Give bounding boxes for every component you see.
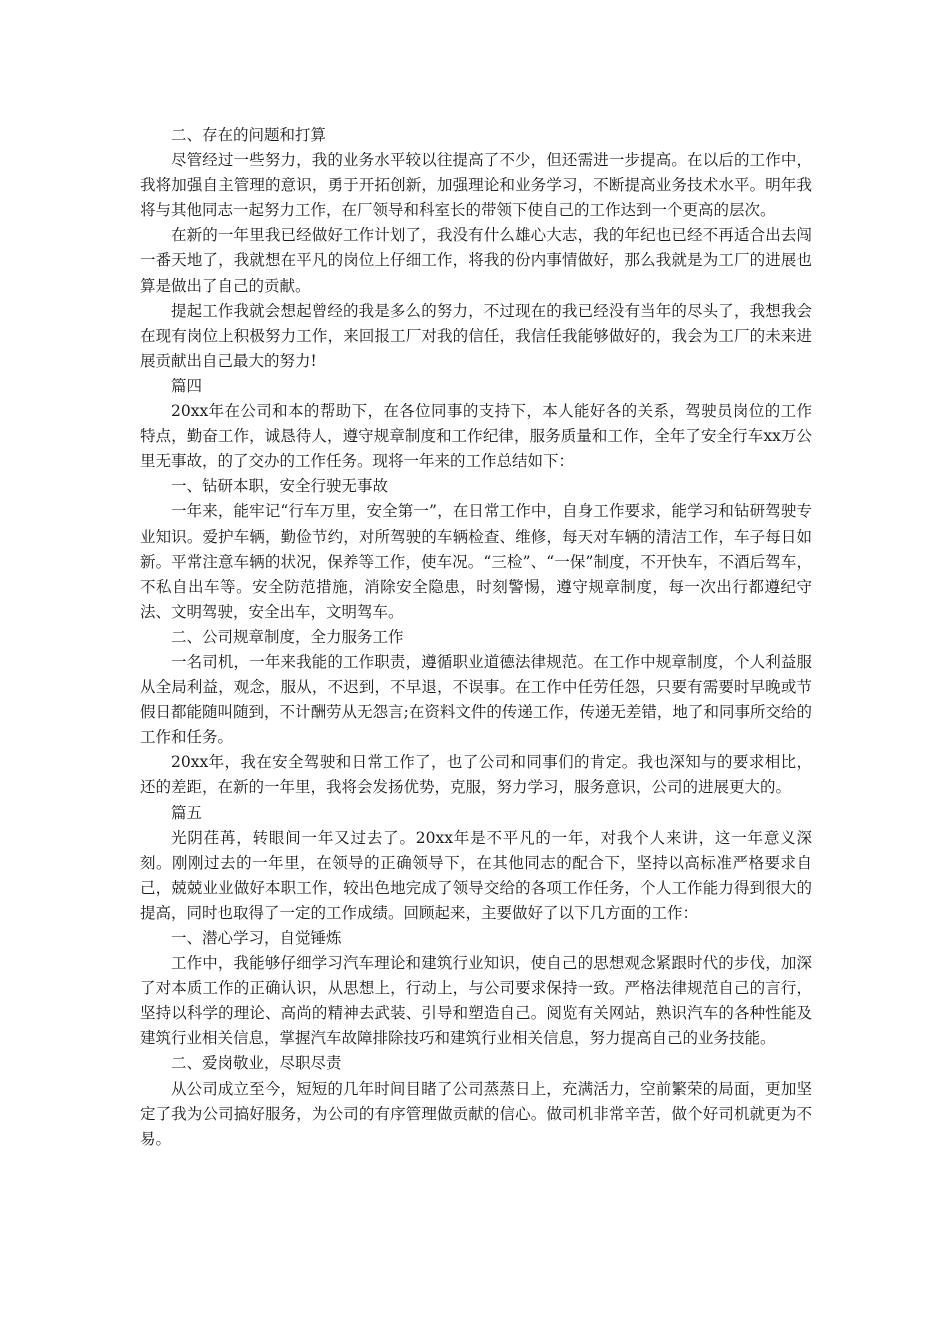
body-paragraph: 工作中，我能够仔细学习汽车理论和建筑行业知识，使自己的思想观念紧跟时代的步伐，加深了对本质工作的正确认识，从思想上，行动上，与公司要求保持一致。严格法律规范自己的言行，坚持以科学的理论、高尚的精神去武装、引导和塑造自己。阅览有关网站，熟识汽车的各种性能及建筑行业相关信息，掌握汽车故障排除技巧和建筑行业相关信息，努力提高自己的业务技能。 [140, 954, 812, 1048]
body-paragraph: 一年来，能牢记“行车万里，安全第一”，在日常工作中，自身工作要求，能学习和钻研驾驶专业知识。爱护车辆，勤俭节约，对所驾驶的车辆检查、维修，每天对车辆的清洁工作，车子每日如新。平常注意车辆的状况，保养等工作，使车况。“三检”、“一保”制度，不开快车，不酒后驾车，不私自出车等。安全防范措施，消除安全隐患，时刻警惕，遵守规章制度，每一次出行都遵纪守法、文明驾驶，安全出车，文明驾车。 [140, 502, 812, 621]
section-heading: 二、爱岗敬业，尽职尽责 [171, 1054, 342, 1073]
body-paragraph: 20xx年在公司和本的帮助下，在各位同事的支持下，本人能好各的关系，驾驶员岗位的工作特点，勤奋工作，诚恳待人，遵守规章制度和工作纪律，服务质量和工作，全年了安全行车xx万公里无事故，的了交办的工作任务。现将一年来的工作总结如下： [140, 402, 812, 471]
section-heading: 一、钻研本职，安全行驶无事故 [171, 477, 389, 496]
body-paragraph: 从公司成立至今，短短的几年时间目睹了公司蒸蒸日上，充满活力，空前繁荣的局面，更加坚定了我为公司搞好服务，为公司的有序管理做贡献的信心。做司机非常辛苦，做个好司机就更为不易。 [140, 1079, 812, 1148]
section-heading: 二、公司规章制度，全力服务工作 [171, 627, 404, 646]
body-paragraph: 光阴荏苒，转眼间一年又过去了。20xx年是不平凡的一年，对我个人来讲，这一年意义深刻。刚刚过去的一年里，在领导的正确领导下，在其他同志的配合下，坚持以高标准严格要求自己，兢兢业业做好本职工作，较出色地完成了领导交给的各项工作任务，个人工作能力得到很大的提高，同时也取得了一定的工作成绩。回顾起来，主要做好了以下几方面的工作： [140, 828, 812, 922]
body-paragraph: 一名司机，一年来我能的工作职责，遵循职业道德法律规范。在工作中规章制度，个人利益服从全局利益，观念，服从，不迟到，不早退，不误事。在工作中任劳任怨，只要有需要时早晚或节假日都能随叫随到，不计酬劳从无怨言;在资料文件的传递工作，传递无差错，地了和同事所交给的工作和任务。 [140, 652, 812, 747]
part-heading: 篇五 [171, 803, 203, 822]
document-body [140, 123, 812, 1152]
section-heading: 二、存在的问题和打算 [171, 126, 327, 144]
body-paragraph: 20xx年，我在安全驾驶和日常工作了，也了公司和同事们的肯定。我也深知与的要求相比，还的差距，在新的一年里，我将会发扬优势，克服，努力学习，服务意识，公司的进展更大的。 [140, 753, 812, 797]
body-paragraph: 在新的一年里我已经做好工作计划了，我没有什么雄心大志，我的年纪也已经不再适合出去闯一番天地了，我就想在平凡的岗位上仔细工作，将我的份内事情做好，那么我就是为工厂的进展也算是做出了自己的贡献。 [140, 226, 812, 295]
part-heading: 篇四 [171, 376, 203, 395]
section-heading: 一、潜心学习，自觉锤炼 [171, 929, 342, 947]
body-paragraph: 提起工作我就会想起曾经的我是多么的努力，不过现在的我已经没有当年的尽头了，我想我会在现有岗位上积极努力工作，来回报工厂对我的信任，我信任我能够做好的，我会为工厂的未来进展贡献出自己最大的努力! [140, 301, 812, 370]
body-paragraph: 尽管经过一些努力，我的业务水平较以往提高了不少，但还需进一步提高。在以后的工作中，我将加强自主管理的意识，勇于开拓创新，加强理论和业务学习，不断提高业务技术水平。明年我将与其他同志一起努力工作，在厂领导和科室长的带领下使自己的工作达到一个更高的层次。 [140, 151, 812, 220]
